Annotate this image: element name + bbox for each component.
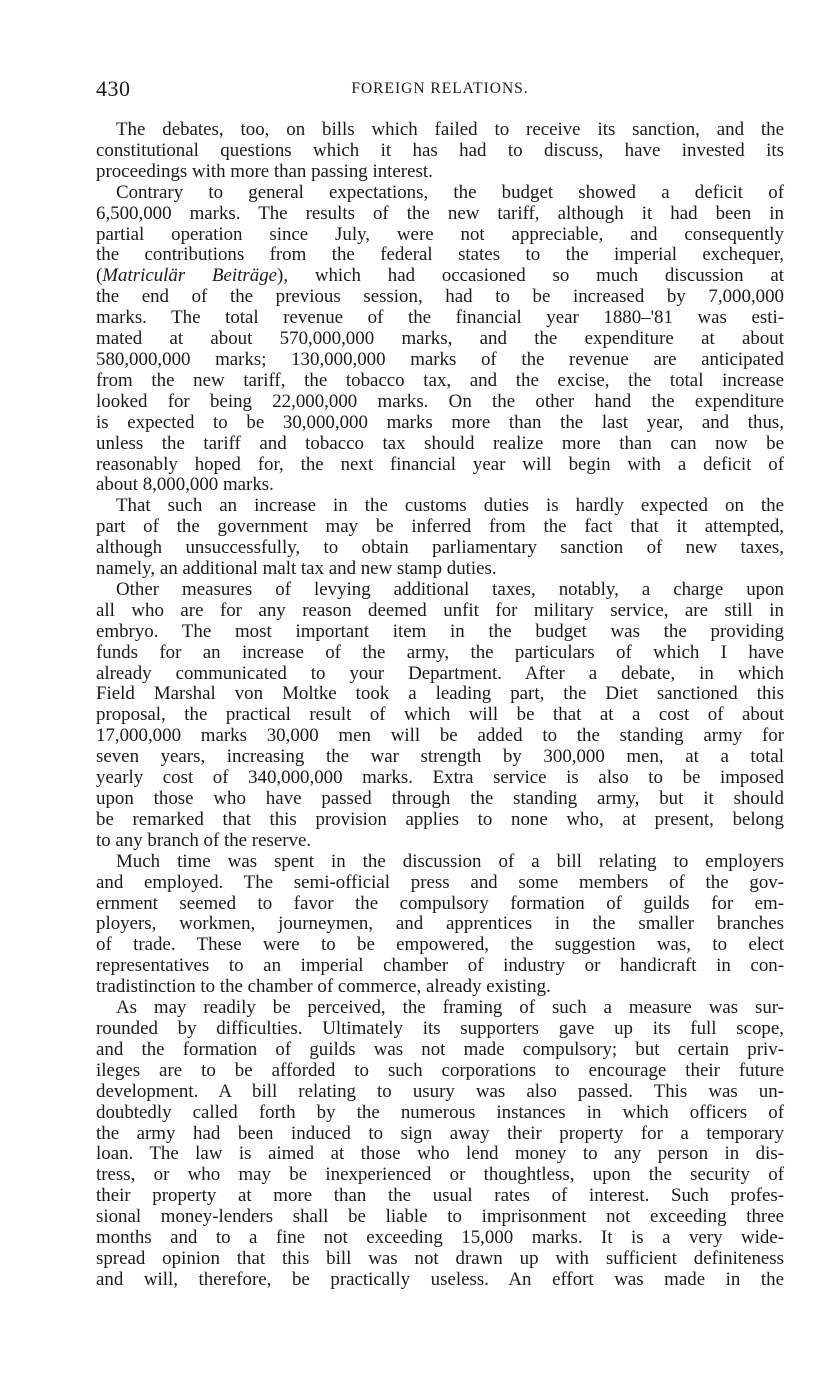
text-line: Field Marshal von Moltke took a leading part, the Diet sanctioned this <box>96 683 784 705</box>
text-line: mated at about 570,000,000 marks, and the expenditure at about <box>96 328 784 350</box>
text-line: loan. The law is aimed at those who lend money to any person in dis- <box>96 1143 784 1165</box>
text-line: ployers, workmen, journeymen, and apprentices in the smaller branches <box>96 913 784 935</box>
text-line: be remarked that this provision applies to none who, at present, belong <box>96 808 784 830</box>
text-line: and will, therefore, be practically useless. An effort was made in the <box>96 1268 784 1290</box>
text-line: tradistinction to the chamber of commerce, already existing. <box>96 976 551 998</box>
text-line: the contributions from the federal states to the imperial exchequer, <box>96 244 784 266</box>
text-line: of trade. These were to be empowered, the suggestion was, to elect <box>96 934 784 956</box>
text-line: unless the tariff and tobacco tax should realize more than can now be <box>96 432 784 454</box>
text-line: proceedings with more than passing interest. <box>96 160 433 182</box>
text-line: representatives to an imperial chamber of industry or handicraft in con- <box>96 955 784 977</box>
text-line: reasonably hoped for, the next financial year will begin with a deficit of <box>96 453 784 475</box>
text-line: part of the government may be inferred from the fact that it attempted, <box>96 516 784 538</box>
text-line: funds for an increase of the army, the particulars of which I have <box>96 641 784 663</box>
text-line: and the formation of guilds was not made compulsory; but certain priv- <box>96 1038 784 1060</box>
running-head <box>96 76 784 102</box>
paragraph <box>96 580 784 852</box>
text-line: rounded by difficulties. Ultimately its supporters gave up its full scope, <box>96 1017 784 1039</box>
text-line: development. A bill relating to usury was also passed. This was un- <box>96 1080 784 1102</box>
text-line: partial operation since July, were not appreciable, and consequently <box>96 223 784 245</box>
text-line: seven years, increasing the war strength by 300,000 men, at a total <box>96 746 784 768</box>
text-line: The debates, too, on bills which failed to receive its sanction, and the <box>116 119 784 140</box>
paragraph <box>96 852 784 998</box>
text-line: already communicated to your Department. After a debate, in which <box>96 662 784 684</box>
text-line: (Matriculär Beiträge), which had occasioned so much discussion at <box>96 265 784 287</box>
text-line: Contrary to general expectations, the budget showed a deficit of <box>116 181 784 203</box>
document-page <box>96 76 784 1291</box>
body-text <box>96 120 784 1291</box>
text-line: 17,000,000 marks 30,000 men will be added to the standing army for <box>96 725 784 747</box>
text-line: ileges are to be afforded to such corporations to encourage their future <box>96 1059 784 1081</box>
text-line: the end of the previous session, had to be increased by 7,000,000 <box>96 286 784 308</box>
text-line: 580,000,000 marks; 130,000,000 marks of the revenue are anticipated <box>96 348 784 370</box>
text-line: although unsuccessfully, to obtain parliamentary sanction of new taxes, <box>96 537 784 559</box>
text-line: namely, an additional malt tax and new stamp duties. <box>96 558 497 580</box>
text-line: Much time was spent in the discussion of a bill relating to employers <box>116 850 784 872</box>
text-line: embryo. The most important item in the budget was the providing <box>96 620 784 642</box>
running-title: FOREIGN RELATIONS. <box>351 80 529 97</box>
text-line: tress, or who may be inexperienced or thoughtless, upon the security of <box>96 1164 784 1186</box>
text-line: spread opinion that this bill was not drawn up with sufficient definiteness <box>96 1247 784 1269</box>
text-line: from the new tariff, the tobacco tax, and the excise, the total increase <box>96 369 784 391</box>
text-line: looked for being 22,000,000 marks. On the other hand the expenditure <box>96 390 784 412</box>
text-line: their property at more than the usual rates of interest. Such profes- <box>96 1185 784 1207</box>
text-line: about 8,000,000 marks. <box>96 474 274 496</box>
text-line: the army had been induced to sign away their property for a temporary <box>96 1122 784 1144</box>
paragraph <box>96 496 784 580</box>
text-line: yearly cost of 340,000,000 marks. Extra service is also to be imposed <box>96 767 784 789</box>
text-line: months and to a fine not exceeding 15,000 marks. It is a very wide- <box>96 1227 784 1249</box>
text-line: and employed. The semi-official press and some members of the gov- <box>96 871 784 893</box>
paragraph <box>96 120 784 183</box>
paragraph <box>96 998 784 1291</box>
text-line: That such an increase in the customs duties is hardly expected on the <box>116 495 784 517</box>
text-line: As may readily be perceived, the framing of such a measure was sur- <box>116 997 784 1019</box>
text-line: ernment seemed to favor the compulsory formation of guilds for em- <box>96 892 784 914</box>
text-line: upon those who have passed through the standing army, but it should <box>96 788 784 809</box>
page-number: 430 <box>96 76 131 101</box>
text-line: constitutional questions which it has had to discuss, have invested its <box>96 139 784 161</box>
text-line: all who are for any reason deemed unfit for military service, are still in <box>96 599 784 621</box>
text-line: is expected to be 30,000,000 marks more than the last year, and thus, <box>96 411 784 433</box>
text-line: to any branch of the reserve. <box>96 829 312 851</box>
paragraph <box>96 183 784 497</box>
text-line: Other measures of levying additional taxes, notably, a charge upon <box>116 578 784 600</box>
text-line: 6,500,000 marks. The results of the new tariff, although it had been in <box>96 202 784 224</box>
text-line: sional money-lenders shall be liable to imprisonment not exceeding three <box>96 1206 784 1228</box>
text-line: proposal, the practical result of which will be that at a cost of about <box>96 704 784 726</box>
text-line: doubtedly called forth by the numerous instances in which officers of <box>96 1101 784 1123</box>
text-line: marks. The total revenue of the financial year 1880–'81 was esti- <box>96 307 784 329</box>
